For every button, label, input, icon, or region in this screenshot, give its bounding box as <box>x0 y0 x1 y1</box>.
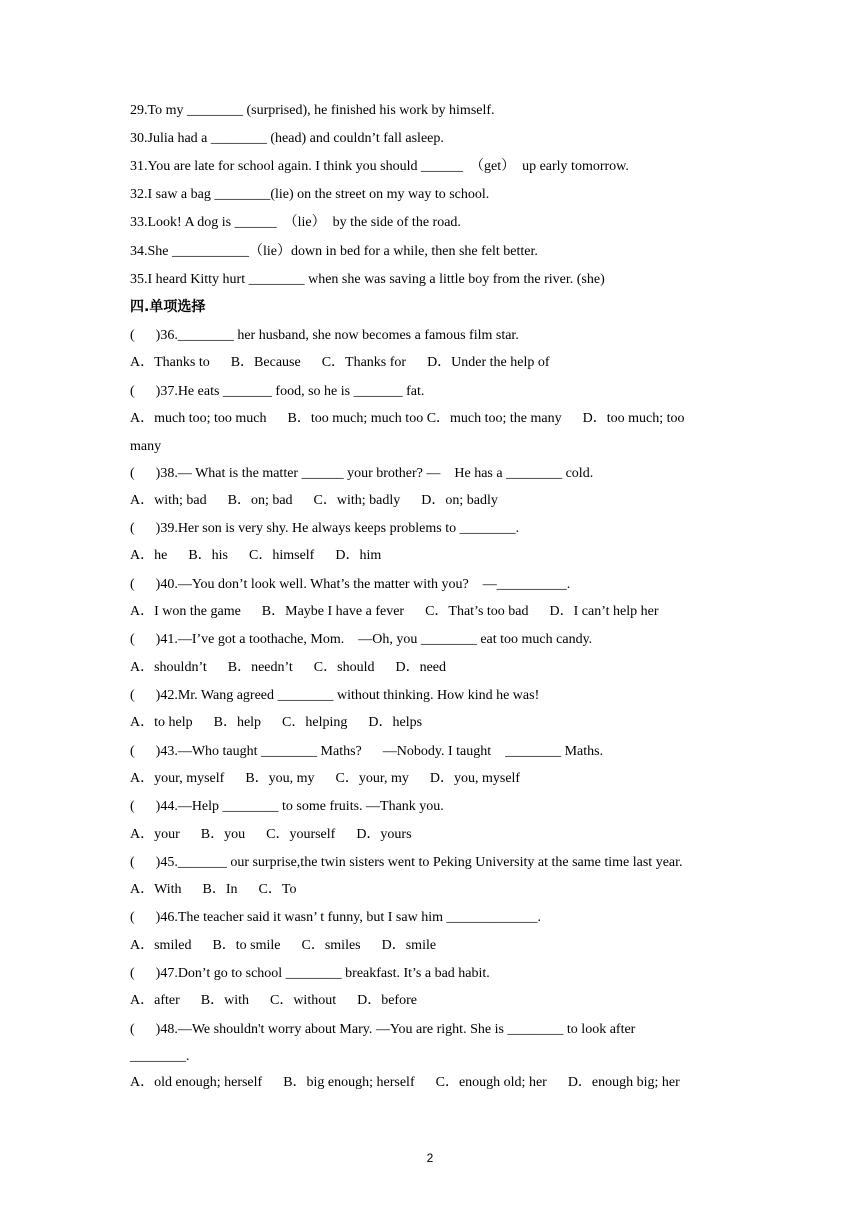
question-stem: ( )39.Her son is very shy. He always keeps problems to ________. <box>130 521 520 536</box>
question-stem: ( )47.Don’t go to school ________ breakfast. It’s a bad habit. <box>130 966 490 981</box>
question-options: A．to help B．help C．helping D．helps <box>130 715 423 730</box>
question-options: A．old enough; herself B．big enough; herself C．enough old; her D．enough big; her <box>130 1075 680 1090</box>
question-options: A．much too; too much B．too much; much too C．much too; the many D．too much; too <box>130 411 685 426</box>
question-stem: ( )42.Mr. Wang agreed ________ without thinking. How kind he was! <box>130 688 540 703</box>
question-options: A．shouldn’t B．needn’t C．should D．need <box>130 660 447 675</box>
question-options: A．your, myself B．you, my C．your, my D．you, myself <box>130 771 521 786</box>
question-stem: ( )41.—I’ve got a toothache, Mom. —Oh, you ________ eat too much candy. <box>130 632 593 647</box>
question-stem: ( )48.—We shouldn't worry about Mary. —You are right. She is ________ to look after <box>130 1022 636 1037</box>
question-stem: ( )45._______ our surprise,the twin sisters went to Peking University at the same time last year. <box>130 855 683 870</box>
question-options: A．after B．with C．without D．before <box>130 993 417 1008</box>
fill-in-item: 34.She ___________（lie）down in bed for a while, then she felt better. <box>130 244 538 259</box>
question-options: A．your B．you C．yourself D．yours <box>130 827 412 842</box>
question-stem: ( )43.—Who taught ________ Maths? —Nobody. I taught ________ Maths. <box>130 744 604 759</box>
question-stem-continued: ________. <box>130 1049 190 1064</box>
fill-in-item: 32.I saw a bag ________(lie) on the street on my way to school. <box>130 187 490 202</box>
question-options: A．Thanks to B．Because C．Thanks for D．Under the help of <box>130 355 550 370</box>
fill-in-item: 33.Look! A dog is ______ （lie） by the side of the road. <box>130 215 461 230</box>
question-stem: ( )46.The teacher said it wasn’ t funny, but I saw him _____________. <box>130 910 541 925</box>
fill-in-item: 31.You are late for school again. I think you should ______ （get） up early tomorrow. <box>130 159 629 174</box>
question-options: A．I won the game B．Maybe I have a fever C．That’s too bad D．I can’t help her <box>130 604 659 619</box>
question-stem: ( )36.________ her husband, she now becomes a famous film star. <box>130 328 519 343</box>
page-number: 2 <box>426 1151 434 1165</box>
question-options: A．he B．his C．himself D．him <box>130 548 382 563</box>
question-options: A．with; bad B．on; bad C．with; badly D．on; badly <box>130 493 498 508</box>
fill-in-item: 35.I heard Kitty hurt ________ when she was saving a little boy from the river. (she) <box>130 272 605 287</box>
question-stem: ( )38.— What is the matter ______ your brother? — He has a ________ cold. <box>130 466 594 481</box>
question-options: A．smiled B．to smile C．smiles D．smile <box>130 938 437 953</box>
question-stem: ( )44.—Help ________ to some fruits. —Thank you. <box>130 799 444 814</box>
question-stem: ( )37.He eats _______ food, so he is _______ fat. <box>130 384 425 399</box>
fill-in-item: 29.To my ________ (surprised), he finished his work by himself. <box>130 103 495 118</box>
question-options: A．With B．In C．To <box>130 882 297 897</box>
fill-in-item: 30.Julia had a ________ (head) and couldn’t fall asleep. <box>130 131 444 146</box>
question-stem: ( )40.—You don’t look well. What’s the matter with you? —__________. <box>130 577 571 592</box>
question-options-continued: many <box>130 439 162 454</box>
section-heading: 四.单项选择 <box>130 299 206 315</box>
